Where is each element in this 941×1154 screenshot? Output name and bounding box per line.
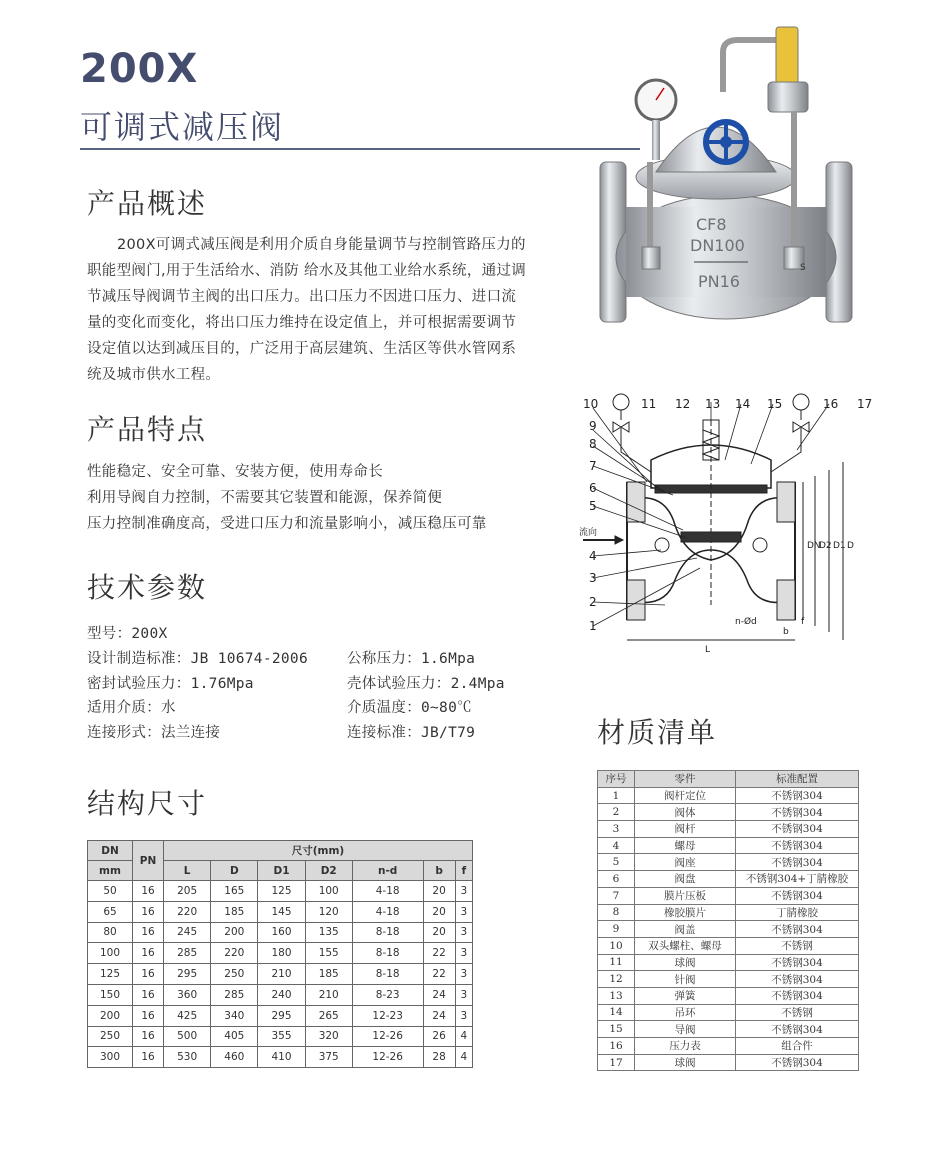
table-cell: 6: [598, 871, 635, 888]
diagram-label-15: 15: [767, 397, 783, 411]
table-cell: 100: [88, 943, 133, 964]
table-cell: 240: [258, 984, 305, 1005]
table-row: [598, 1038, 859, 1055]
table-cell: 295: [258, 1005, 305, 1026]
header-col-d: D: [211, 861, 258, 881]
table-cell: 3: [455, 881, 472, 902]
table-row: [88, 1026, 473, 1047]
feature-line: 利用导阀自力控制，不需要其它装置和能源，保养简便: [87, 490, 443, 506]
table-cell: 14: [598, 1004, 635, 1021]
table-cell: 8: [598, 904, 635, 921]
diagram-label-5: 5: [589, 499, 597, 513]
table-cell: 阀盘: [635, 871, 736, 888]
table-cell: 阀座: [635, 854, 736, 871]
materials-table-body: [598, 787, 859, 1071]
table-row: [598, 787, 859, 804]
table-cell: 12-26: [352, 1026, 423, 1047]
table-cell: 9: [598, 921, 635, 938]
diagram-dim-d1: D1: [833, 541, 846, 551]
table-cell: 不锈钢304: [736, 954, 859, 971]
table-cell: 320: [305, 1026, 352, 1047]
table-cell: 3: [455, 922, 472, 943]
table-cell: 不锈钢304: [736, 887, 859, 904]
table-cell: 100: [305, 881, 352, 902]
table-cell: 16: [133, 922, 164, 943]
table-cell: 3: [455, 964, 472, 985]
table-cell: 360: [164, 984, 211, 1005]
table-cell: 185: [211, 901, 258, 922]
diagram-label-11: 11: [641, 397, 657, 411]
table-cell: 375: [305, 1047, 352, 1068]
table-cell: 22: [423, 964, 455, 985]
table-cell: 8-18: [352, 943, 423, 964]
table-cell: 球阀: [635, 954, 736, 971]
table-row: [88, 922, 473, 943]
spec-model: 型号：200X: [87, 626, 168, 642]
overview-line: 职能型阀门,用于生活给水、消防 给水及其他工业给水系统，通过调: [87, 263, 527, 279]
diagram-dim-n-d: n-Ød: [735, 617, 757, 627]
overview-text: [87, 232, 567, 388]
diagram-dim-l: L: [705, 645, 711, 655]
table-cell: 阀杆: [635, 821, 736, 838]
table-cell: 不锈钢304+丁腈橡胶: [736, 871, 859, 888]
table-cell: 355: [258, 1026, 305, 1047]
table-cell: 250: [88, 1026, 133, 1047]
spec-medium: 适用介质：水: [87, 700, 176, 716]
dimensions-table-body: [88, 881, 473, 1068]
table-cell: 导阀: [635, 1021, 736, 1038]
table-row: [598, 804, 859, 821]
product-model: 200X: [80, 46, 199, 92]
body-mark-cf8: CF8: [696, 215, 727, 234]
table-cell: 125: [258, 881, 305, 902]
table-cell: 200: [211, 922, 258, 943]
table-cell: 3: [455, 984, 472, 1005]
table-row: [598, 904, 859, 921]
mat-header-part: 零件: [635, 771, 736, 788]
table-cell: 16: [133, 901, 164, 922]
table-row: [598, 887, 859, 904]
table-cell: 阀杆定位: [635, 787, 736, 804]
overview-title: 产品概述: [87, 187, 208, 220]
table-cell: 不锈钢304: [736, 854, 859, 871]
table-row: [598, 987, 859, 1004]
table-cell: 200: [88, 1005, 133, 1026]
table-cell: 80: [88, 922, 133, 943]
table-row: [88, 901, 473, 922]
overview-line: 节减压导阀调节主阀的出口压力。出口压力不因进口压力、进口流: [87, 289, 517, 305]
table-cell: 500: [164, 1026, 211, 1047]
table-cell: 135: [305, 922, 352, 943]
table-cell: 4-18: [352, 881, 423, 902]
table-cell: 16: [133, 1026, 164, 1047]
diagram-label-10: 10: [583, 397, 599, 411]
table-cell: 13: [598, 987, 635, 1004]
table-cell: 20: [423, 881, 455, 902]
dimensions-table: [87, 840, 473, 1068]
table-cell: 4: [455, 1026, 472, 1047]
table-cell: 26: [423, 1026, 455, 1047]
diagram-label-4: 4: [589, 549, 597, 563]
header-mm: mm: [88, 861, 133, 881]
table-cell: 340: [211, 1005, 258, 1026]
table-cell: 285: [211, 984, 258, 1005]
table-cell: 210: [258, 964, 305, 985]
table-cell: 阀盖: [635, 921, 736, 938]
table-cell: 不锈钢304: [736, 787, 859, 804]
diagram-label-7: 7: [589, 459, 597, 473]
table-cell: 球阀: [635, 1054, 736, 1071]
header-pn: PN: [133, 841, 164, 881]
header-col-f: f: [455, 861, 472, 881]
table-cell: 吊环: [635, 1004, 736, 1021]
table-cell: 145: [258, 901, 305, 922]
table-cell: 11: [598, 954, 635, 971]
table-row: [598, 854, 859, 871]
table-cell: 弹簧: [635, 987, 736, 1004]
table-cell: 8-18: [352, 922, 423, 943]
table-cell: 8-23: [352, 984, 423, 1005]
table-cell: 530: [164, 1047, 211, 1068]
header-col-n-d: n-d: [352, 861, 423, 881]
mat-header-standard: 标准配置: [736, 771, 859, 788]
diagram-dim-d: D: [847, 541, 854, 551]
table-cell: 螺母: [635, 837, 736, 854]
diagram-label-3: 3: [589, 571, 597, 585]
diagram-dim-b: b: [783, 627, 789, 637]
overview-line: 统及城市供水工程。: [87, 367, 221, 383]
table-cell: 155: [305, 943, 352, 964]
diagram-label-8: 8: [589, 437, 597, 451]
table-cell: 410: [258, 1047, 305, 1068]
table-cell: 28: [423, 1047, 455, 1068]
spec-temperature: 介质温度：0~80℃: [347, 700, 472, 716]
table-cell: 16: [133, 943, 164, 964]
table-cell: 双头螺柱、螺母: [635, 937, 736, 954]
table-cell: 24: [423, 1005, 455, 1026]
table-cell: 不锈钢: [736, 1004, 859, 1021]
table-cell: 17: [598, 1054, 635, 1071]
materials-table: [597, 770, 859, 1071]
table-row: [598, 1021, 859, 1038]
table-cell: 205: [164, 881, 211, 902]
spec-seal-test: 密封试验压力：1.76Mpa: [87, 676, 254, 692]
valve-photo: [598, 22, 856, 332]
table-row: [598, 954, 859, 971]
features-title: 产品特点: [87, 413, 208, 446]
table-cell: 8-18: [352, 964, 423, 985]
table-cell: 20: [423, 901, 455, 922]
table-cell: 4: [598, 837, 635, 854]
spec-standard: 设计制造标准：JB 10674-2006: [87, 651, 308, 667]
table-cell: 阀体: [635, 804, 736, 821]
diagram-label-14: 14: [735, 397, 751, 411]
table-cell: 橡胶膜片: [635, 904, 736, 921]
table-cell: 16: [133, 964, 164, 985]
overview-line: 200X可调式减压阀是利用介质自身能量调节与控制管路压力的: [117, 237, 526, 253]
table-cell: 丁腈橡胶: [736, 904, 859, 921]
table-cell: 3: [455, 943, 472, 964]
table-cell: 不锈钢304: [736, 804, 859, 821]
table-cell: 285: [164, 943, 211, 964]
valve-cross-section-diagram: [565, 390, 885, 658]
table-row: [598, 971, 859, 988]
table-cell: 不锈钢304: [736, 837, 859, 854]
table-cell: 3: [455, 901, 472, 922]
table-cell: 165: [211, 881, 258, 902]
table-cell: 12: [598, 971, 635, 988]
table-row: [88, 1047, 473, 1068]
overview-line: 设定值以达到减压目的，广泛用于高层建筑、生活区等供水管网系: [87, 341, 517, 357]
diagram-dim-dn: DN: [807, 541, 821, 551]
materials-title: 材质清单: [597, 716, 718, 749]
table-cell: 220: [211, 943, 258, 964]
diagram-label-9: 9: [589, 419, 597, 433]
table-cell: 24: [423, 984, 455, 1005]
header-col-b: b: [423, 861, 455, 881]
diagram-flow-label: 流向: [579, 528, 598, 538]
table-cell: 405: [211, 1026, 258, 1047]
table-cell: 265: [305, 1005, 352, 1026]
diagram-label-13: 13: [705, 397, 721, 411]
diagram-label-17: 17: [857, 397, 873, 411]
spec-shell-test: 壳体试验压力：2.4Mpa: [347, 676, 505, 692]
table-cell: 不锈钢304: [736, 971, 859, 988]
s-mark: S: [800, 263, 806, 273]
table-cell: 125: [88, 964, 133, 985]
table-row: [88, 964, 473, 985]
feature-line: 性能稳定、安全可靠、安装方便，使用寿命长: [87, 464, 383, 480]
table-row: [88, 943, 473, 964]
table-cell: 1: [598, 787, 635, 804]
table-cell: 3: [455, 1005, 472, 1026]
table-row: [598, 1004, 859, 1021]
table-cell: 295: [164, 964, 211, 985]
table-cell: 50: [88, 881, 133, 902]
header-col-l: L: [164, 861, 211, 881]
table-cell: 245: [164, 922, 211, 943]
table-cell: 7: [598, 887, 635, 904]
table-cell: 16: [133, 984, 164, 1005]
table-cell: 425: [164, 1005, 211, 1026]
table-cell: 组合件: [736, 1038, 859, 1055]
table-cell: 16: [598, 1038, 635, 1055]
diagram-label-2: 2: [589, 595, 597, 609]
header-col-d2: D2: [305, 861, 352, 881]
body-mark-dn: DN100: [690, 236, 745, 255]
spec-connection: 连接形式：法兰连接: [87, 725, 221, 741]
table-row: [598, 871, 859, 888]
table-cell: 不锈钢304: [736, 821, 859, 838]
table-cell: 12-26: [352, 1047, 423, 1068]
table-cell: 压力表: [635, 1038, 736, 1055]
table-row: [598, 821, 859, 838]
table-cell: 300: [88, 1047, 133, 1068]
table-cell: 180: [258, 943, 305, 964]
table-row: [598, 937, 859, 954]
table-cell: 针阀: [635, 971, 736, 988]
diagram-label-6: 6: [589, 481, 597, 495]
diagram-dim-f: f: [801, 617, 805, 627]
table-row: [88, 984, 473, 1005]
table-cell: 210: [305, 984, 352, 1005]
feature-line: 压力控制准确度高，受进口压力和流量影响小，减压稳压可靠: [87, 516, 487, 532]
table-row: [88, 881, 473, 902]
table-cell: 4-18: [352, 901, 423, 922]
table-cell: 不锈钢304: [736, 921, 859, 938]
header-size: 尺寸(mm): [164, 841, 473, 861]
table-cell: 10: [598, 937, 635, 954]
table-cell: 250: [211, 964, 258, 985]
diagram-dim-d2: D2: [819, 541, 832, 551]
table-cell: 2: [598, 804, 635, 821]
mat-header-no: 序号: [598, 771, 635, 788]
header-dn: DN: [88, 841, 133, 861]
table-cell: 150: [88, 984, 133, 1005]
table-row: [598, 1054, 859, 1071]
diagram-label-1: 1: [589, 619, 597, 633]
table-row: [88, 1005, 473, 1026]
table-cell: 16: [133, 1047, 164, 1068]
tech-title: 技术参数: [87, 571, 208, 604]
overview-line: 量的变化而变化，将出口压力维持在设定值上，并可根据需要调节: [87, 315, 517, 331]
table-row: [598, 837, 859, 854]
diagram-label-16: 16: [823, 397, 839, 411]
table-cell: 220: [164, 901, 211, 922]
diagram-label-12: 12: [675, 397, 691, 411]
title-divider: [80, 148, 640, 150]
header-col-d1: D1: [258, 861, 305, 881]
table-cell: 160: [258, 922, 305, 943]
table-cell: 不锈钢304: [736, 987, 859, 1004]
table-cell: 12-23: [352, 1005, 423, 1026]
table-cell: 20: [423, 922, 455, 943]
table-cell: 65: [88, 901, 133, 922]
table-cell: 185: [305, 964, 352, 985]
spec-connection-std: 连接标准：JB/T79: [347, 725, 476, 741]
table-cell: 15: [598, 1021, 635, 1038]
body-mark-pn: PN16: [698, 272, 740, 291]
table-cell: 不锈钢304: [736, 1054, 859, 1071]
table-cell: 4: [455, 1047, 472, 1068]
spec-nominal-pressure: 公称压力：1.6Mpa: [347, 651, 476, 667]
table-cell: 16: [133, 881, 164, 902]
structure-title: 结构尺寸: [87, 787, 208, 820]
table-cell: 22: [423, 943, 455, 964]
table-cell: 5: [598, 854, 635, 871]
table-row: [598, 921, 859, 938]
table-cell: 460: [211, 1047, 258, 1068]
table-cell: 膜片压板: [635, 887, 736, 904]
table-cell: 3: [598, 821, 635, 838]
product-name: 可调式减压阀: [80, 108, 285, 146]
table-cell: 不锈钢304: [736, 1021, 859, 1038]
table-cell: 120: [305, 901, 352, 922]
table-cell: 16: [133, 1005, 164, 1026]
table-cell: 不锈钢: [736, 937, 859, 954]
